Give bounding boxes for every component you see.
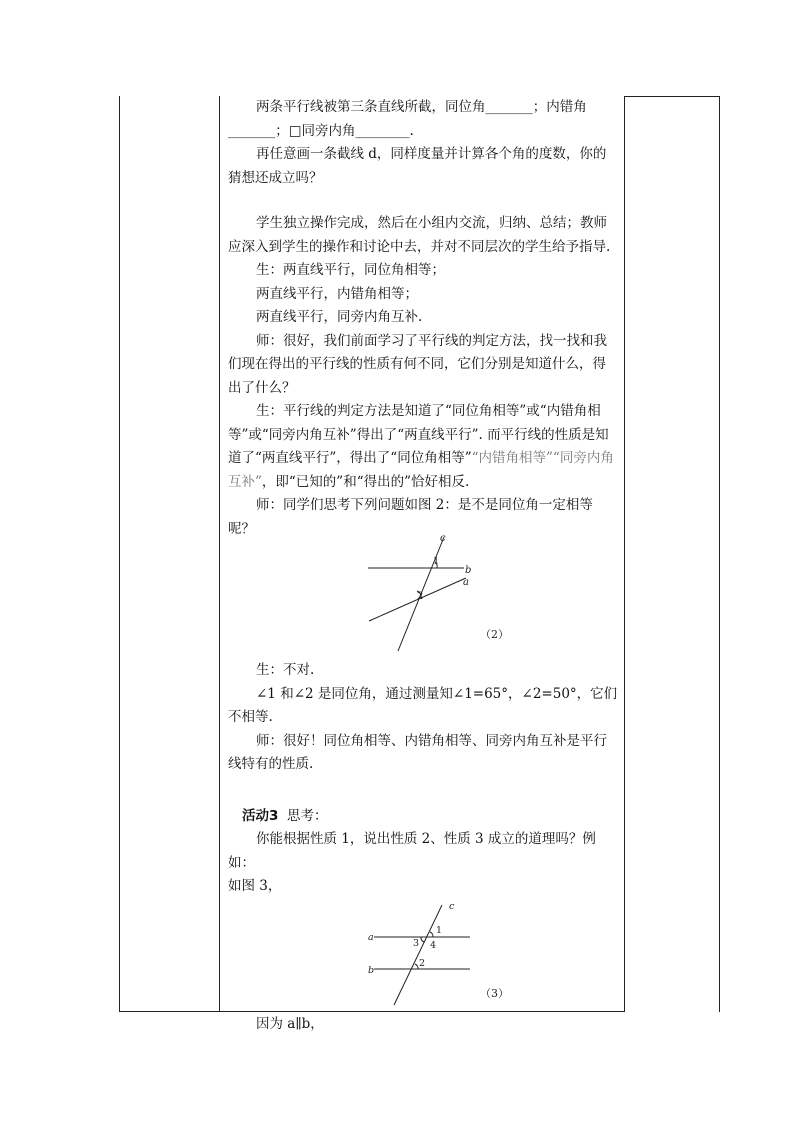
figure-2 <box>228 533 618 659</box>
fig3-line-c <box>394 905 442 1005</box>
fig2-label-a: a <box>463 577 469 588</box>
fig3-angle-3-arc <box>421 937 424 942</box>
table-top-rule <box>624 96 720 97</box>
question-blank: 两条平行线被第三条直线所截，同位角_______；内错角_______；□同旁内角________. <box>228 99 587 139</box>
fig2-label-b: b <box>465 565 472 576</box>
table-col-divider-right <box>624 96 625 1012</box>
fig3-label-1: 1 <box>436 924 443 936</box>
student-answer-4a: 生：平行线的判定方法是知道了“同位角相等”或“内错角相等”或“同旁内角互补”得出了“两直线平行”. 而平行线的性质是知道了“两直线平行”，得出了“同位角相等” <box>228 403 609 466</box>
student-answer-5: 生：不对. <box>256 662 315 678</box>
fig3-label-2: 2 <box>419 957 426 969</box>
teacher-remark-2: 师：同学们思考下列问题如图 2：是不是同位角一定相等呢？ <box>228 497 593 537</box>
table-col-divider-left <box>219 96 220 1012</box>
because-line: 因为 a∥b， <box>256 1015 324 1032</box>
activity-3-question: 你能根据性质 1，说出性质 2、性质 3 成立的道理吗？例如： <box>228 831 596 871</box>
lesson-content <box>228 96 618 1036</box>
fig3-label-c: c <box>449 900 455 912</box>
student-answer-1: 生：两直线平行，同位角相等； <box>256 262 445 278</box>
fig3-label-4: 4 <box>430 939 437 951</box>
fig2-label-1: 1 <box>433 556 440 567</box>
fig2-label-c: c <box>440 533 446 544</box>
fig3-caption: （3） <box>480 986 509 1000</box>
student-answer-4b: ，即“已知的”和“得出的”恰好相反. <box>261 473 470 490</box>
table-right-border <box>719 96 720 1012</box>
fig2-caption: （2） <box>480 628 509 641</box>
table-left-border <box>119 96 120 1012</box>
fig3-label-b: b <box>368 964 375 976</box>
figure-3 <box>228 899 618 1013</box>
spacer <box>228 777 618 799</box>
fig3-angle-1-arc <box>430 932 433 937</box>
student-answer-4-grey: “内错角相等”“同旁内角互补” <box>228 450 614 490</box>
student-answer-6: ∠1 和∠2 是同位角，通过测量知∠1=65°，∠2=50°，它们不相等. <box>228 685 618 725</box>
student-operation: 学生独立操作完成，然后在小组内交流，归纳、总结；教师应深入到学生的操作和讨论中去，并对不同层次的学生给予指导. <box>228 215 611 255</box>
student-answer-4 <box>228 400 618 494</box>
teacher-remark-1: 师：很好，我们前面学习了平行线的判定方法，找一找和我们现在得出的平行线的性质有何不同，它们分别是知道什么，得出了什么？ <box>228 332 607 396</box>
figure-3-reference: 如图 3， <box>228 878 282 894</box>
fig3-label-a: a <box>368 931 374 943</box>
student-answer-2: 两直线平行，内错角相等； <box>256 285 418 302</box>
question-more: 再任意画一条截线 d，同样度量并计算各个角的度数，你的猜想还成立吗？ <box>228 146 607 186</box>
spacer <box>228 190 618 212</box>
fig3-label-3: 3 <box>413 937 420 949</box>
activity-3-title: 思考： <box>287 807 328 824</box>
fig2-label-2: 2 <box>417 591 424 602</box>
activity-3-heading <box>228 805 618 829</box>
activity-3-tag: 活动3 <box>242 807 279 824</box>
fig3-angle-2-arc <box>415 964 418 969</box>
student-answer-3: 两直线平行，同旁内角互补. <box>256 309 423 325</box>
teacher-remark-3: 师：很好！同位角相等、内错角相等、同旁内角互补是平行线特有的性质. <box>228 732 607 772</box>
